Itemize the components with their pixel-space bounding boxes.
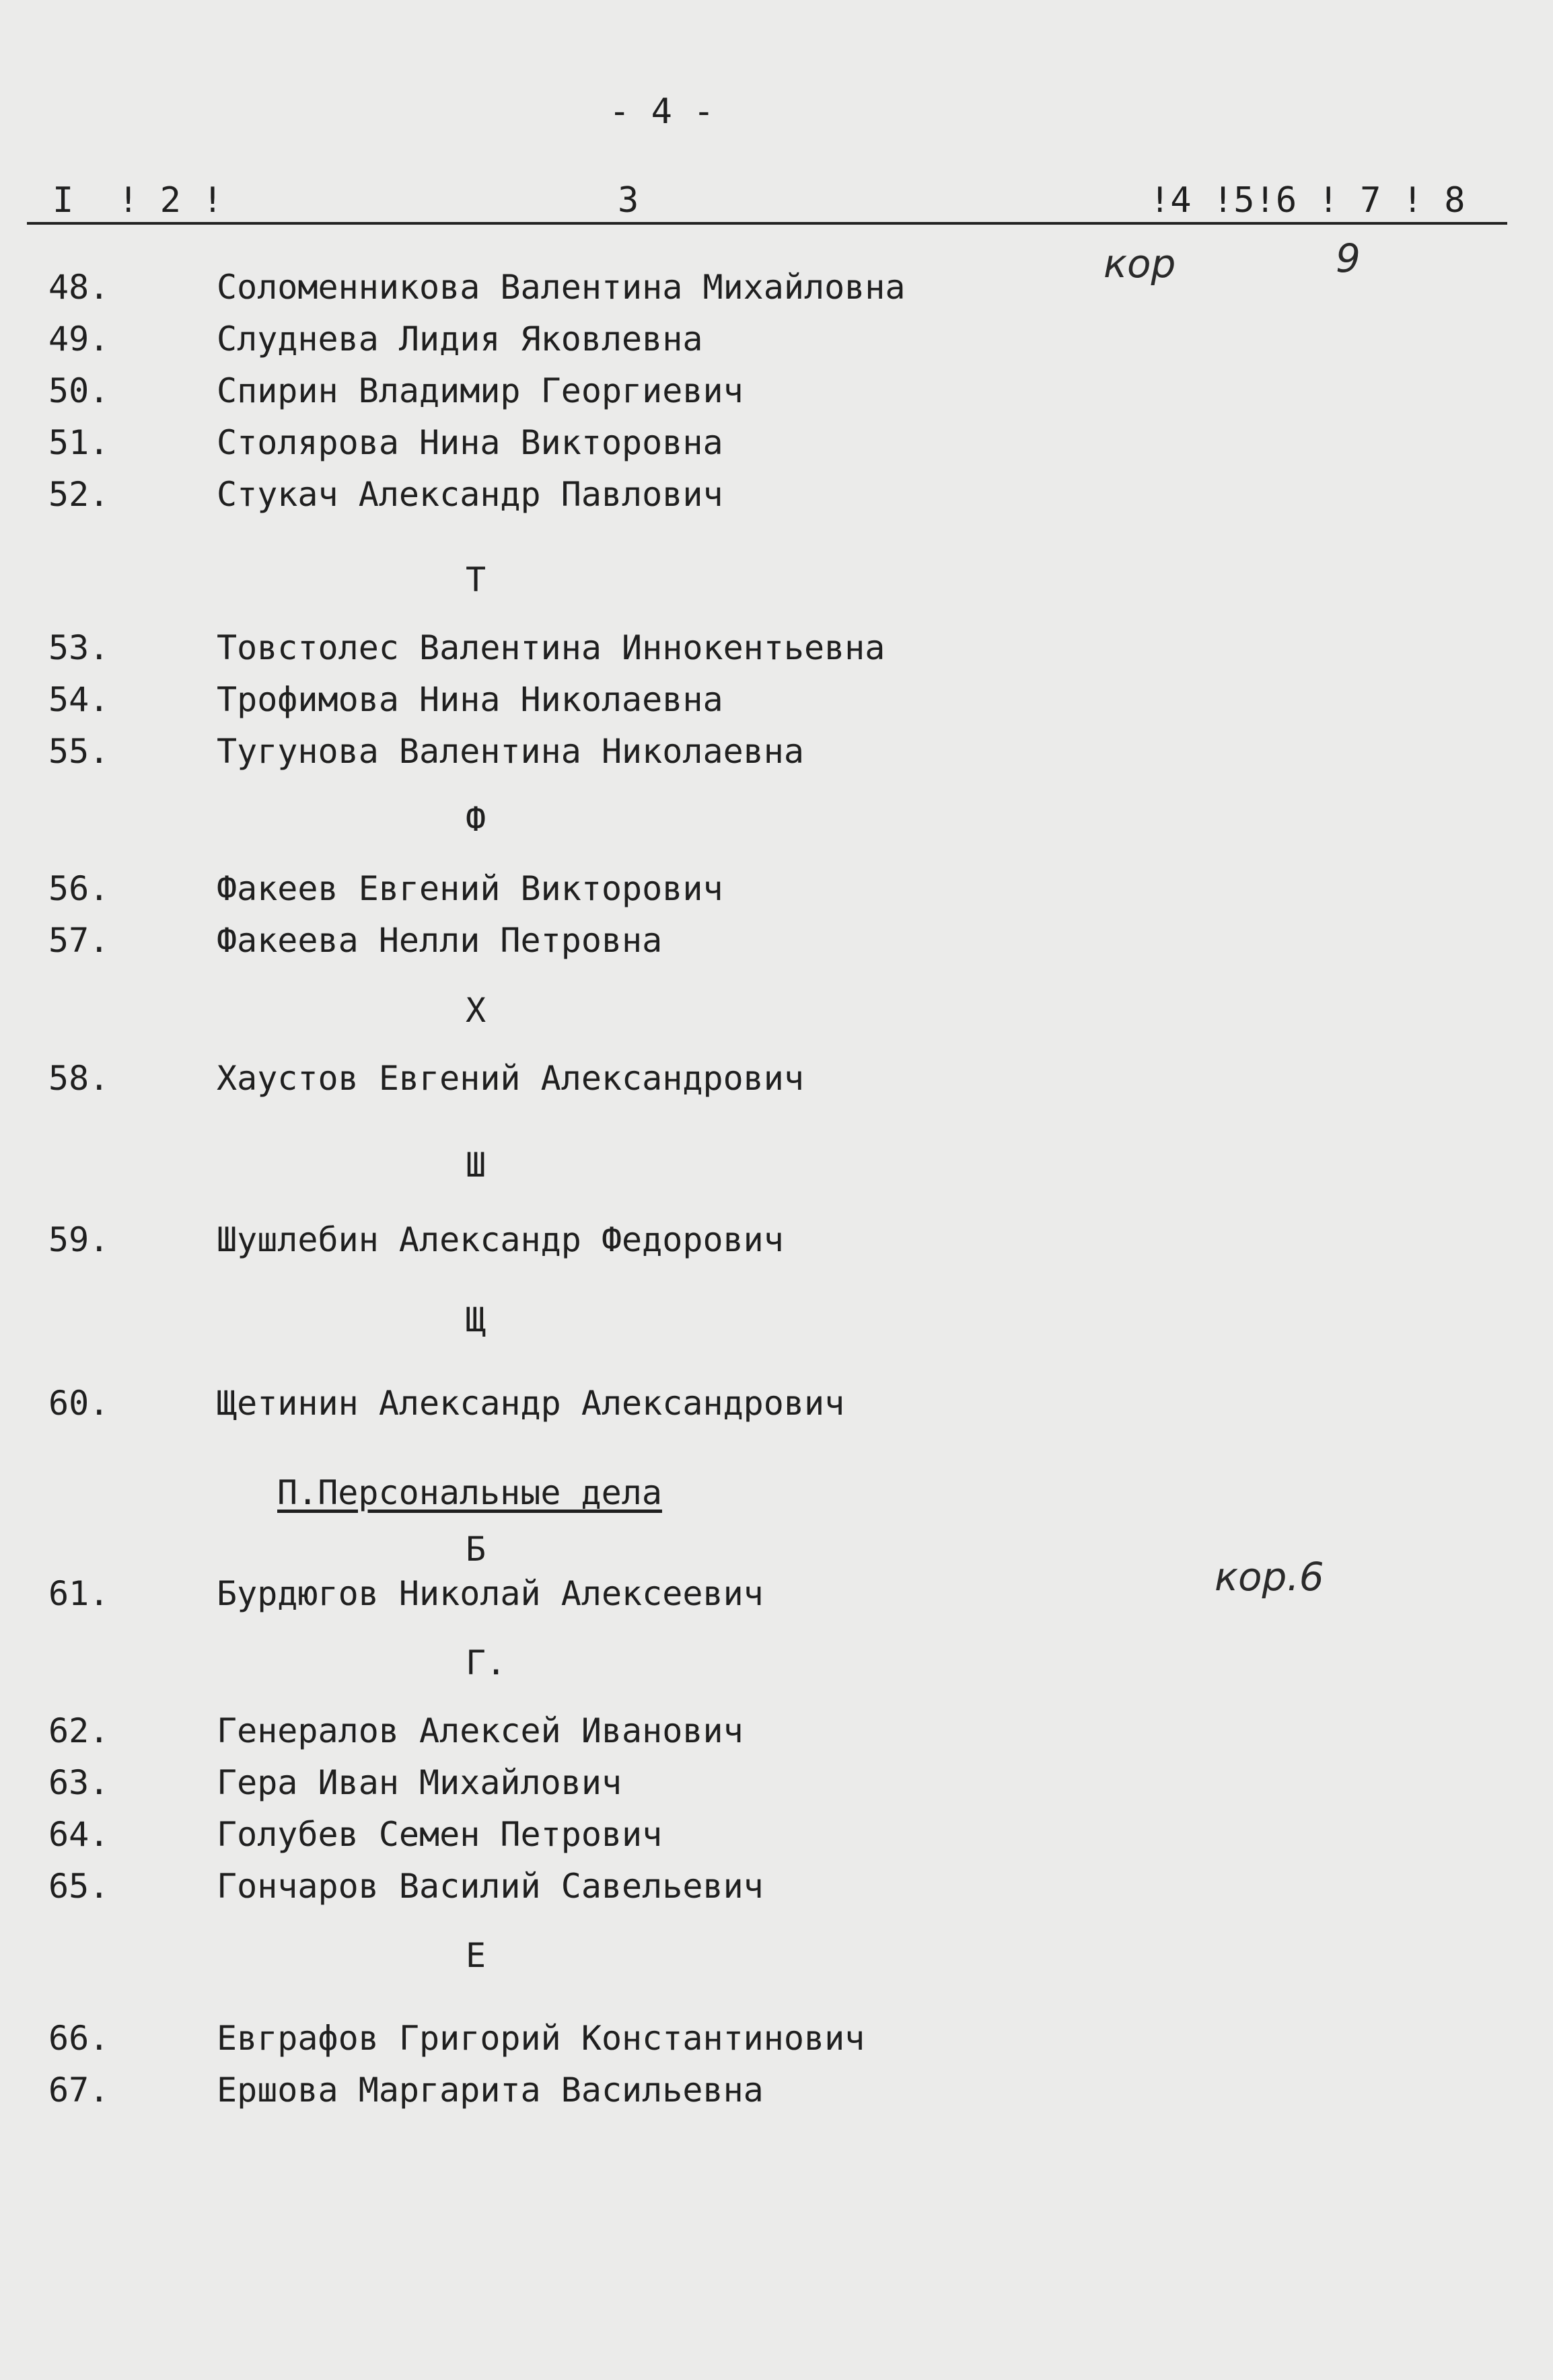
entry-name: Хаустов Евгений Александрович xyxy=(217,1059,804,1098)
entry-number: 65. xyxy=(48,1867,110,1906)
handwritten-box-note: кор.6 xyxy=(1215,1554,1324,1600)
letter-heading: Ш xyxy=(466,1146,486,1185)
entry-number: 54. xyxy=(48,680,110,719)
entry-number: 49. xyxy=(48,320,110,359)
entry-number: 48. xyxy=(48,268,110,307)
letter-heading: Г. xyxy=(466,1643,507,1682)
page-number: - 4 - xyxy=(609,91,715,132)
handwritten-box-number: 9 xyxy=(1336,235,1361,281)
entry-name: Слуднева Лидия Яковлевна xyxy=(217,320,703,359)
entry-number: 56. xyxy=(48,869,110,908)
entry-name: Гера Иван Михайлович xyxy=(217,1763,622,1802)
entry-number: 57. xyxy=(48,921,110,960)
letter-heading: Х xyxy=(466,991,486,1030)
letter-heading: Е xyxy=(466,1936,486,1975)
entry-number: 60. xyxy=(48,1384,110,1423)
letter-heading: Щ xyxy=(466,1300,486,1339)
entry-number: 66. xyxy=(48,2019,110,2058)
letter-heading: Ф xyxy=(466,800,486,839)
entry-name: Ершова Маргарита Васильевна xyxy=(217,2071,764,2110)
entry-number: 64. xyxy=(48,1815,110,1854)
entry-name: Тугунова Валентина Николаевна xyxy=(217,732,804,771)
entry-name: Факеев Евгений Викторович xyxy=(217,869,723,908)
entry-number: 50. xyxy=(48,371,110,410)
entry-name: Спирин Владимир Георгиевич xyxy=(217,371,744,410)
letter-heading: Т xyxy=(466,560,486,599)
entry-number: 53. xyxy=(48,628,110,667)
entry-name: Стукач Александр Павлович xyxy=(217,475,723,514)
entry-number: 61. xyxy=(48,1574,110,1613)
letter-heading: Б xyxy=(466,1530,486,1569)
entry-number: 62. xyxy=(48,1711,110,1750)
entry-name: Щетинин Александр Александрович xyxy=(217,1384,845,1423)
entry-name: Бурдюгов Николай Алексеевич xyxy=(217,1574,764,1613)
entry-number: 59. xyxy=(48,1220,110,1259)
column-header-1: I xyxy=(52,180,74,221)
entry-number: 67. xyxy=(48,2071,110,2110)
entry-number: 63. xyxy=(48,1763,110,1802)
entry-number: 58. xyxy=(48,1059,110,1098)
entry-number: 51. xyxy=(48,423,110,462)
entry-name: Факеева Нелли Петровна xyxy=(217,921,663,960)
entry-name: Соломенникова Валентина Михайловна xyxy=(217,268,906,307)
entry-name: Товстолес Валентина Иннокентьевна xyxy=(217,628,886,667)
entry-name: Голубев Семен Петрович xyxy=(217,1815,663,1854)
entry-name: Трофимова Нина Николаевна xyxy=(217,680,723,719)
handwritten-box-note: кор xyxy=(1104,241,1176,287)
entry-name: Столярова Нина Викторовна xyxy=(217,423,723,462)
entry-number: 55. xyxy=(48,732,110,771)
section-title: П.Персональные дела xyxy=(277,1473,662,1512)
entry-name: Гончаров Василий Савельевич xyxy=(217,1867,764,1906)
entry-name: Генералов Алексей Иванович xyxy=(217,1711,744,1750)
column-header-4-8: !4 !5!6 ! 7 ! 8 xyxy=(1149,180,1466,221)
column-header-3: 3 xyxy=(618,180,639,221)
entry-number: 52. xyxy=(48,475,110,514)
column-header-2: ! 2 ! xyxy=(118,180,223,221)
entry-name: Шушлебин Александр Федорович xyxy=(217,1220,784,1259)
header-rule xyxy=(27,222,1507,225)
entry-name: Евграфов Григорий Константинович xyxy=(217,2019,865,2058)
